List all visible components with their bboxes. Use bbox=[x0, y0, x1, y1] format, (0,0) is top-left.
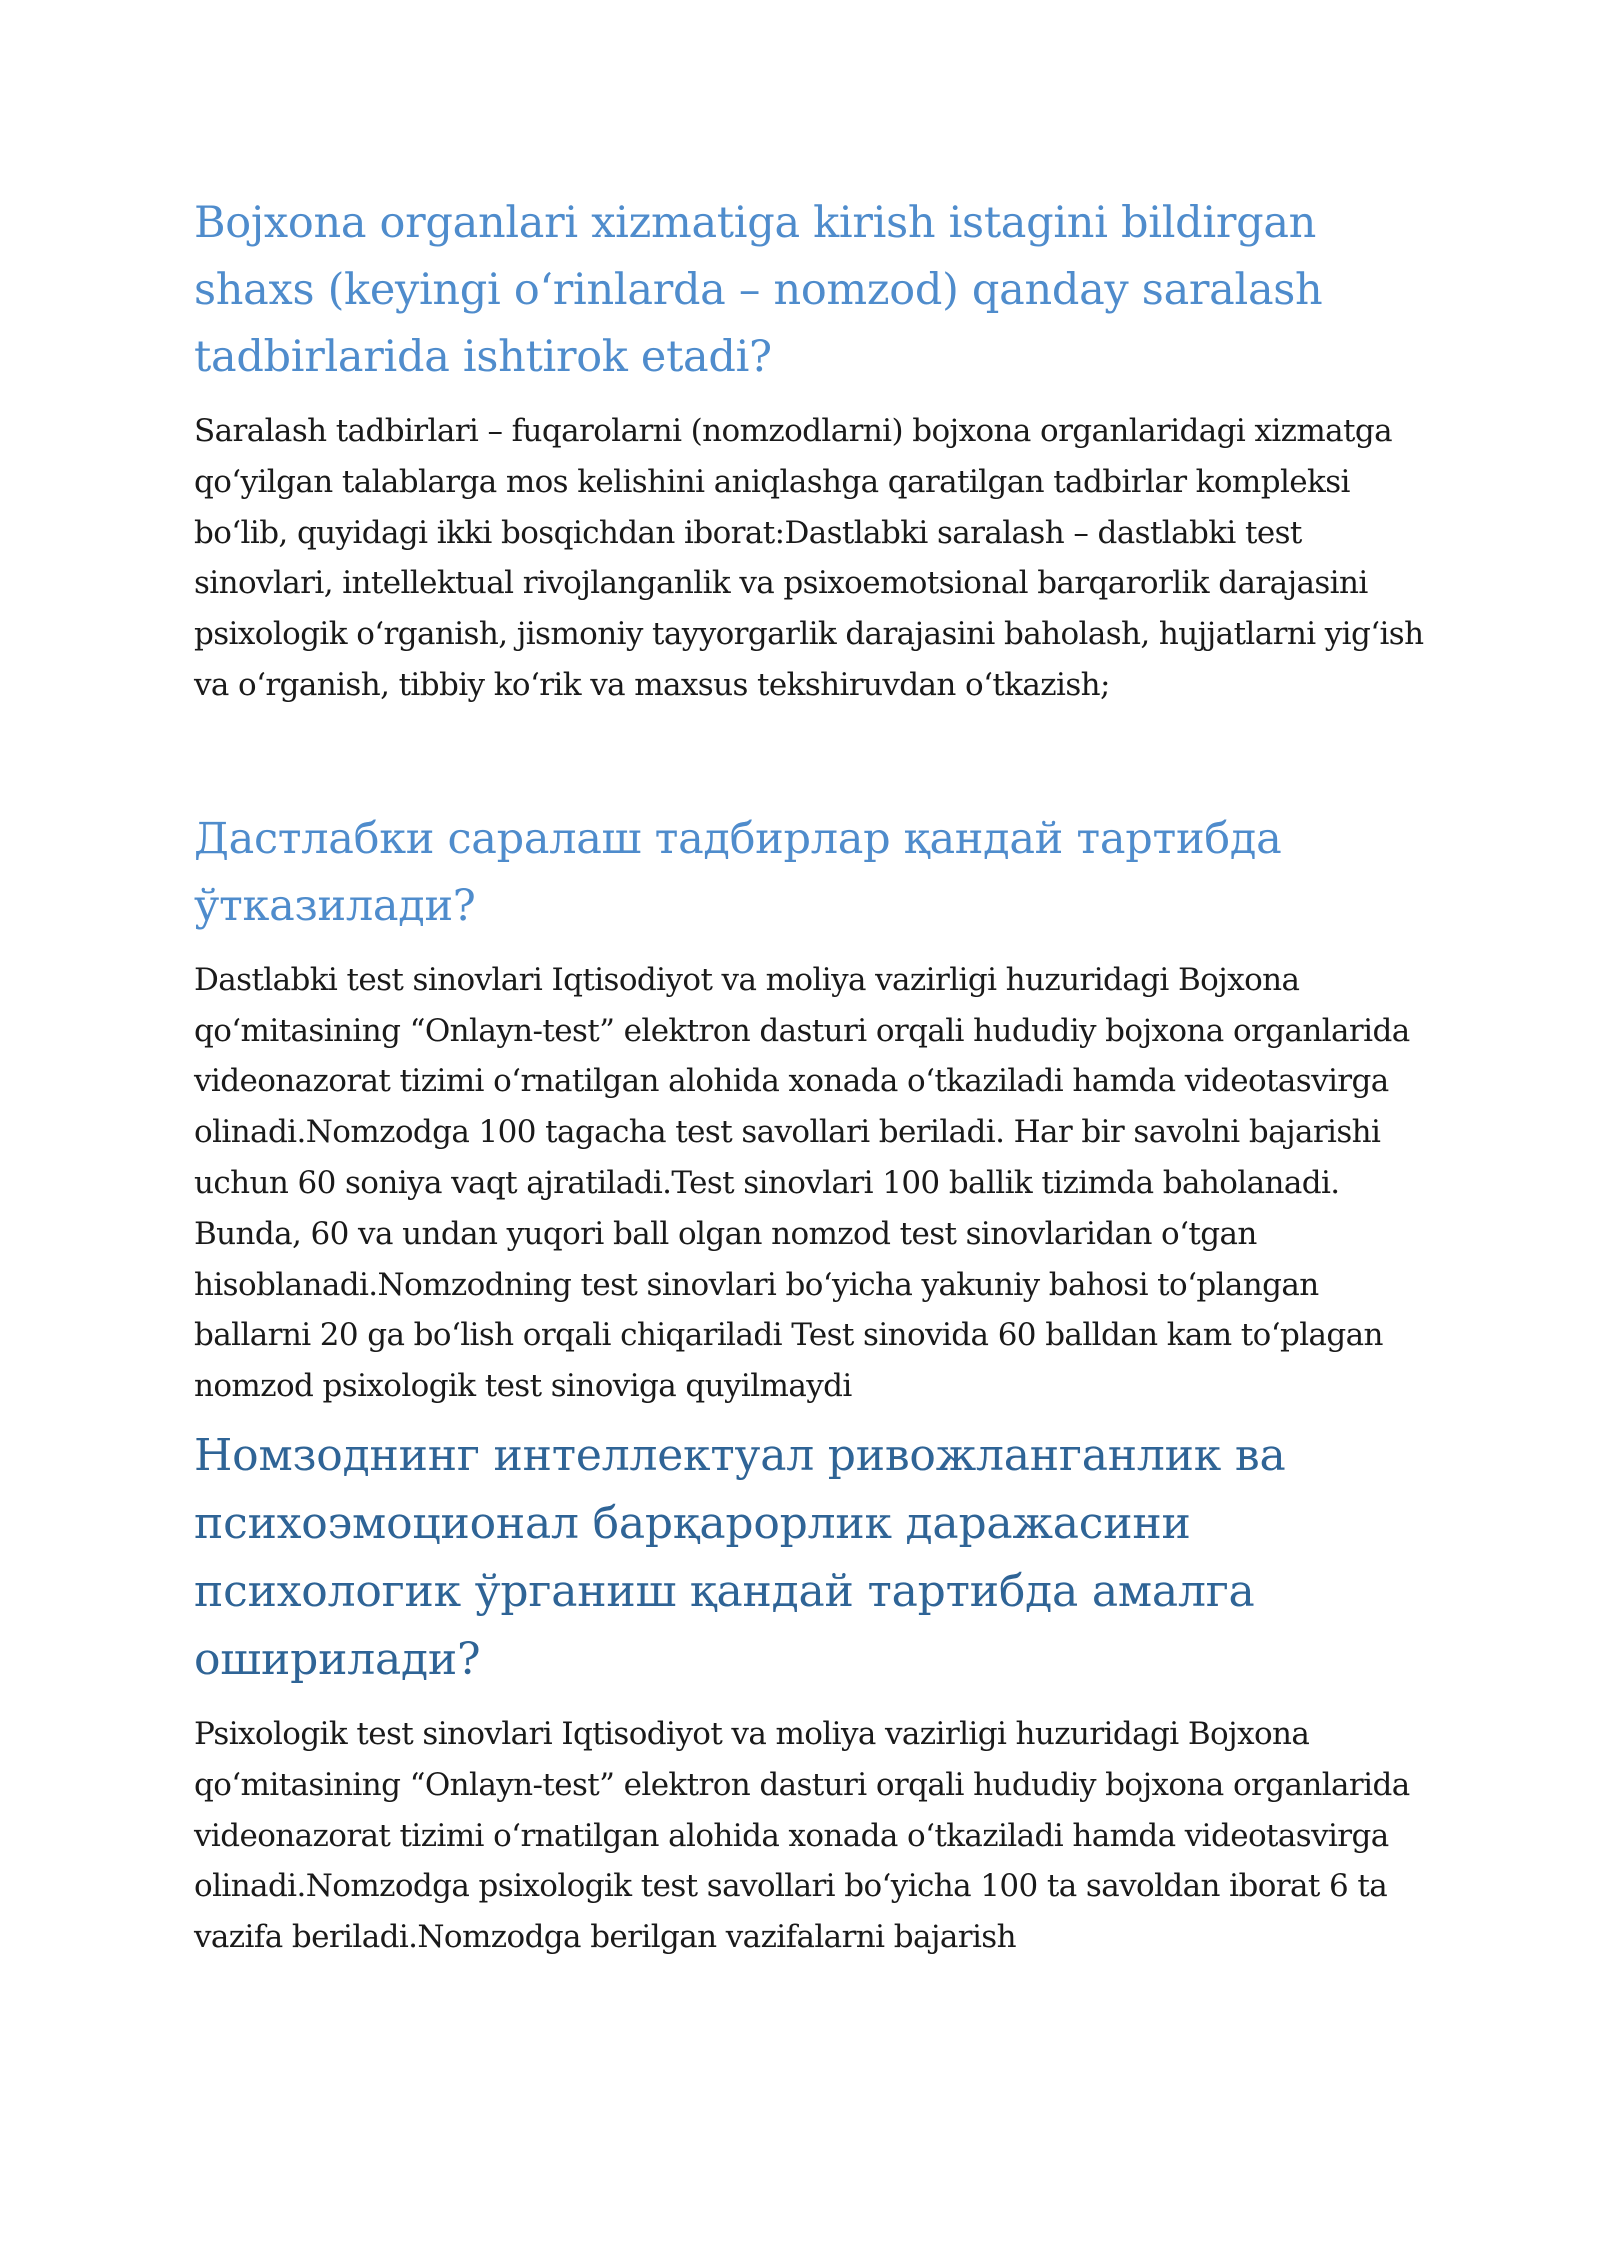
section-heading: Дастлабки саралаш тадбирлар қандай тартибда ўтказилади? bbox=[194, 813, 1282, 931]
section-heading: Bojxona organlari xizmatiga kirish istagini bildirgan shaxs (keyingi o‘rinlarda – nomzod) qanday saralash tadbirlarida ishtirok etadi? bbox=[194, 198, 1323, 382]
section-body: Psixologik test sinovlari Iqtisodiyot va moliya vazirligi huzuridagi Bojxona qo‘mitasining “Onlayn-test” elektron dasturi orqali hududiy bojxona organlarida videonazorat tizimi o‘rnatilgan alohida xonada o‘tkaziladi hamda videotasvirga olinadi.Nomzodga psixologik test savollari bo‘yicha 100 ta savoldan iborat 6 ta vazifa beriladi.Nomzodga berilgan vazifalarni bajarish bbox=[194, 1715, 1410, 1956]
faq-section-psychological-testing bbox=[194, 1422, 1430, 1963]
document-page bbox=[194, 190, 1430, 1963]
faq-section-selection-stages bbox=[194, 190, 1430, 711]
faq-section-preliminary-selection bbox=[194, 806, 1430, 1412]
section-body: Saralash tadbirlari – fuqarolarni (nomzodlarni) bojxona organlaridagi xizmatga qo‘yilgan talablarga mos kelishini aniqlashga qaratilgan tadbirlar kompleksi bo‘lib, quyidagi ikki bosqichdan iborat:Dastlabki saralash – dastlabki test sinovlari, intellektual rivojlanganlik va psixoemotsional barqarorlik darajasini psixologik o‘rganish, jismoniy tayyorgarlik darajasini baholash, hujjatlarni yig‘ish va o‘rganish, tibbiy ko‘rik va maxsus tekshiruvdan o‘tkazish; bbox=[194, 413, 1424, 703]
section-body: Dastlabki test sinovlari Iqtisodiyot va moliya vazirligi huzuridagi Bojxona qo‘mitasining “Onlayn-test” elektron dasturi orqali hududiy bojxona organlarida videonazorat tizimi o‘rnatilgan alohida xonada o‘tkaziladi hamda videotasvirga olinadi.Nomzodga 100 tagacha test savollari beriladi. Har bir savolni bajarishi uchun 60 soniya vaqt ajratiladi.Test sinovlari 100 ballik tizimda baholanadi. Bunda, 60 va undan yuqori ball olgan nomzod test sinovlaridan o‘tgan hisoblanadi.Nomzodning test sinovlari bo‘yicha yakuniy bahosi to‘plangan ballarni 20 ga bo‘lish orqali chiqariladi Test sinovida 60 balldan kam to‘plagan nomzod psixologik test sinoviga quyilmaydi bbox=[194, 961, 1410, 1405]
section-heading: Номзоднинг интеллектуал ривожланганлик ва психоэмоционал барқарорлик даражасини психологик ўрганиш қандай тартибда амалга оширилади? bbox=[194, 1429, 1286, 1685]
